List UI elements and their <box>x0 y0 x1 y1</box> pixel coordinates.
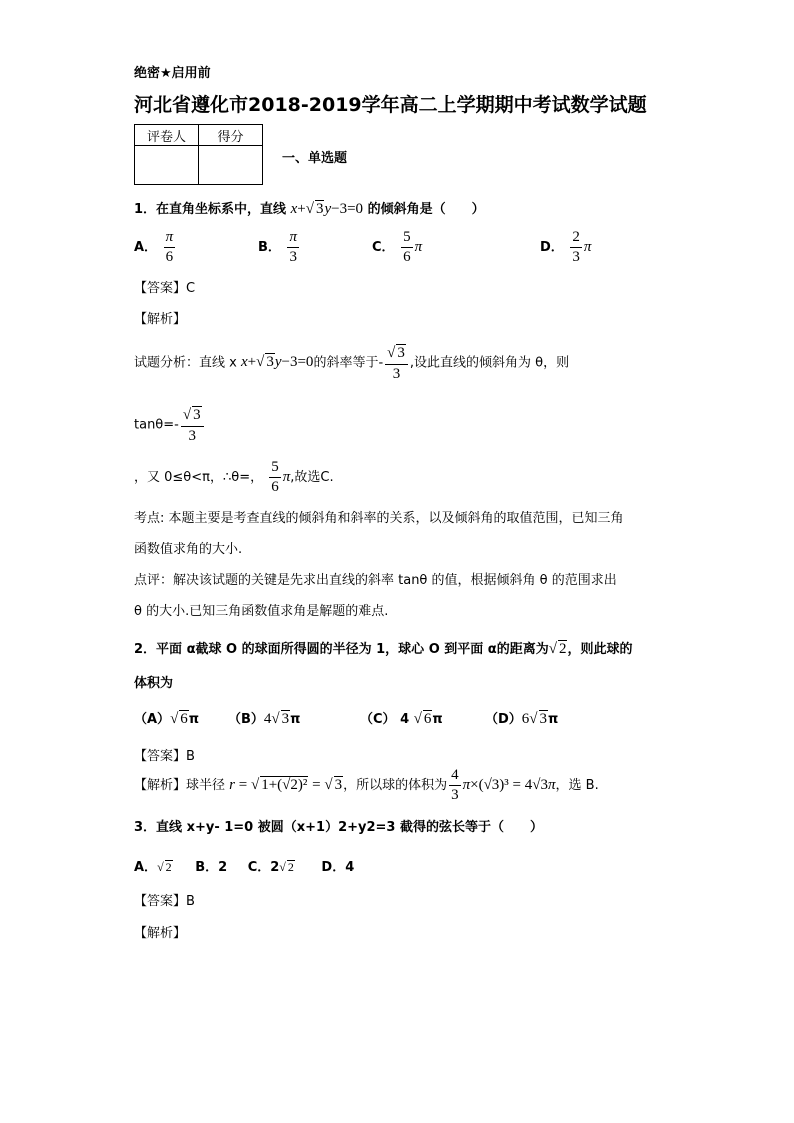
q2-radius-formula: r = √ 1+(√2)² = √ 3 <box>229 777 343 793</box>
q3-option-c-label: C．2 <box>247 860 280 875</box>
score-table-grader-cell[interactable] <box>135 146 199 185</box>
q1-stem-pre: 1．在直角坐标系中，直线 <box>134 202 287 217</box>
q2-option-c-label: （C） <box>360 712 396 727</box>
q1-kaodian-cont: 函数值求角的大小. <box>134 542 243 557</box>
q1-option-b <box>258 230 301 265</box>
q2-stem-cont: 体积为 <box>134 676 174 691</box>
q2-distance-value: √ 2 <box>548 641 567 657</box>
q3-option-a-value: √ 2 <box>157 860 172 874</box>
q3-option-a-label: A． <box>134 860 158 875</box>
q2-stem-pre: 2．平面 α截球 O 的球面所得圆的半径为 1，球心 O 到平面 α的距离为 <box>134 642 549 657</box>
q1-option-c: C． $\frac{5}{6}$ π <box>372 229 423 265</box>
q2-analysis <box>134 768 599 803</box>
q1-conclusion-post: ,故选C. <box>290 470 334 485</box>
q2-option-a-label: （A） <box>134 712 171 727</box>
q2-analysis-mid: ，所以球的体积为 <box>343 778 448 793</box>
q1-option-a <box>134 230 177 265</box>
section-heading: 一、单选题 <box>282 151 348 166</box>
score-table-score-header: 得分 <box>199 125 263 146</box>
q2-option-d-label: （D） <box>485 712 522 727</box>
q1-line-equation: x+√ 3y−3=0 <box>290 201 364 217</box>
q1-option-a-label: A． <box>134 240 158 255</box>
q1-tan-label: tanθ=- <box>134 417 179 433</box>
q1-option-c-value: $\frac{5}{6}$ <box>403 229 411 265</box>
q1-option-a-value: $\frac{\pi}{6}$ <box>165 229 174 265</box>
q1-analysis-line1-pre: 试题分析：直线 x <box>134 355 237 371</box>
q3-option-c-value: √ 2 <box>279 860 294 874</box>
q2-stem-post: ，则此球的 <box>567 642 633 657</box>
q2-option-b: （B）4√ 3π <box>228 711 301 727</box>
q3-answer: 【答案】B <box>134 894 195 909</box>
q1-conclusion-pre: ，又 0≤θ<π，∴θ=， <box>134 470 264 485</box>
score-table-score-cell[interactable] <box>199 146 263 185</box>
q2-option-b-label: （B） <box>228 712 264 727</box>
q3-option-b: B．2 <box>195 860 228 875</box>
q2-analysis-post: ，选 B. <box>555 778 599 793</box>
q1-option-d-label: D． <box>540 240 564 255</box>
q1-answer: 【答案】C <box>134 281 196 296</box>
q2-answer: 【答案】B <box>134 749 195 764</box>
q1-option-d: D． $\frac{2}{3}$ π <box>540 229 592 265</box>
q1-analysis-line1-post: ,设此直线的倾斜角为 θ，则 <box>409 355 570 371</box>
q2-volume-fraction: $\frac{4}{3}$ <box>451 767 459 803</box>
q1-analysis-line1-mid: 的斜率等于- <box>313 355 384 371</box>
score-table-grader-header: 评卷人 <box>135 125 199 146</box>
q3-stem: 3．直线 x+y- 1=0 被圆（x+1）2+y2=3 截得的弦长等于（ ） <box>134 820 543 835</box>
q1-stem <box>134 198 485 218</box>
page-title: 河北省遵化市2018-2019学年高二上学期期中考试数学试题 <box>134 94 647 116</box>
q1-kaodian: 考点: 本题主要是考查直线的倾斜角和斜率的关系，以及倾斜角的取值范围，已知三角 <box>134 511 624 526</box>
q2-analysis-pre: 【解析】球半径 <box>134 778 226 793</box>
q1-analysis-equation: x+√ 3y−3=0 <box>240 354 314 371</box>
q3-options <box>134 856 354 875</box>
q1-option-c-label: C． <box>372 240 395 255</box>
q1-tan-line <box>134 406 206 444</box>
q1-analysis-line1 <box>134 344 569 382</box>
q1-option-b-label: B． <box>258 240 281 255</box>
q2-stem <box>134 638 633 658</box>
q1-stem-post: 的倾斜角是（ ） <box>367 202 485 217</box>
q1-conclusion-line: ，又 0≤θ<π，∴θ=， $\frac{5}{6}$ π,故选C. <box>134 459 334 495</box>
q1-option-d-value: $\frac{2}{3}$ <box>572 229 580 265</box>
q1-dianping-cont: θ 的大小.已知三角函数值求角是解题的难点. <box>134 604 389 619</box>
q2-option-a: （A）√ 6π <box>134 711 200 727</box>
q3-analysis-label: 【解析】 <box>134 926 187 941</box>
q1-tan-fraction: $\frac{√ 3}{3}$ <box>181 406 204 444</box>
q2-option-d: （D）6√ 3π <box>485 711 559 727</box>
q1-dianping: 点评：解决该试题的关键是先求出直线的斜率 tanθ 的值，根据倾斜角 θ 的范围求出 <box>134 573 617 588</box>
q1-analysis-label: 【解析】 <box>134 312 187 327</box>
secret-label: 绝密★启用前 <box>134 66 211 81</box>
q1-option-b-value: $\frac{\pi}{3}$ <box>289 229 297 265</box>
q1-conclusion-fraction: $\frac{5}{6}$ <box>271 459 279 495</box>
score-table <box>134 124 263 185</box>
q1-slope-fraction: $\frac{√ 3}{3}$ <box>385 344 408 382</box>
q2-volume-formula: π×(√3)³ = 4√3π <box>462 777 556 793</box>
q3-option-d: D．4 <box>321 860 355 875</box>
q2-option-c: （C） 4 √ 6π <box>360 711 443 727</box>
